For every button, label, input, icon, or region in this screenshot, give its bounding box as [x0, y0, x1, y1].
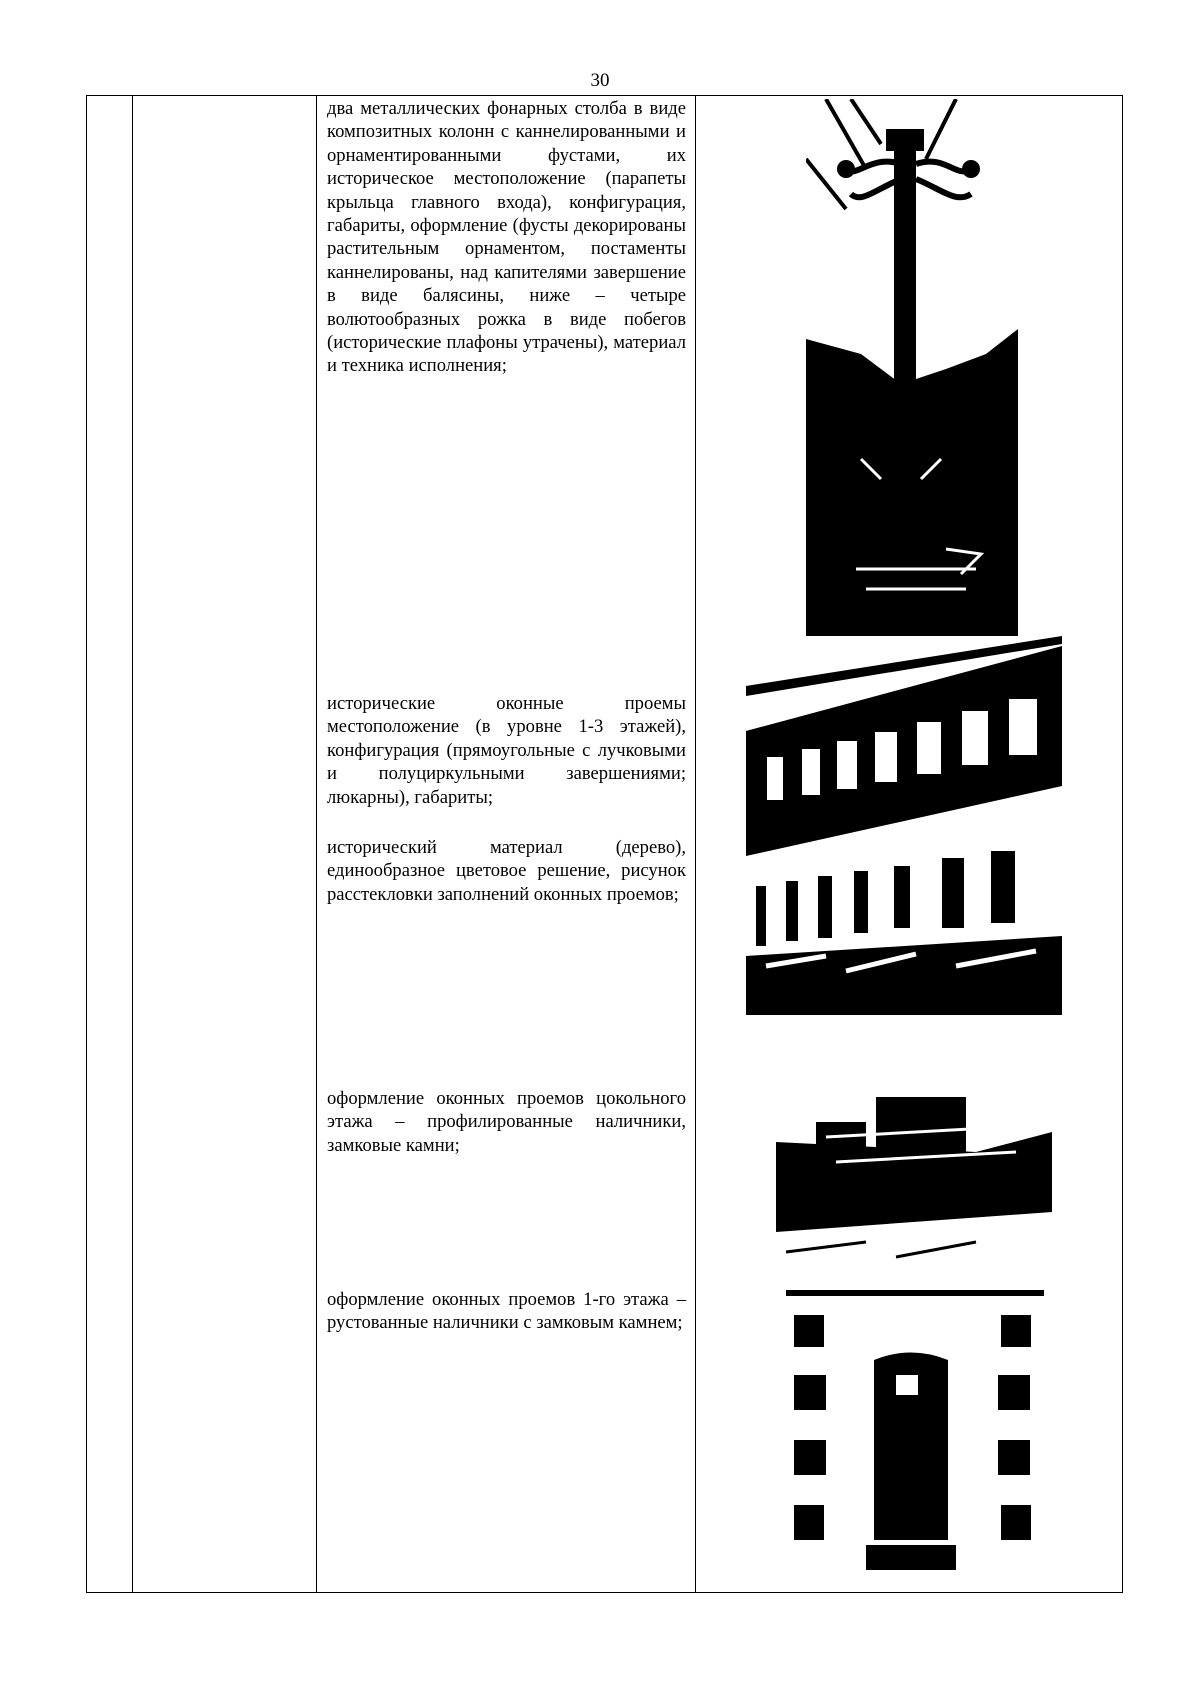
table-bottom-border — [86, 1592, 1123, 1593]
column-border — [316, 95, 317, 1593]
description-first-floor-windows: оформление оконных проемов 1-го этажа – рустованные наличники с замковым камнем; — [327, 1289, 686, 1334]
lamp-post-photo — [806, 99, 1018, 680]
table-top-border — [86, 95, 1123, 96]
column-border — [86, 95, 87, 1593]
column-border — [1122, 95, 1123, 1593]
building-facade-photo — [746, 636, 1062, 1015]
column-border — [695, 95, 696, 1593]
description-window-material: исторический материал (дерево), единообразное цветовое решение, рисунок расстекловки заполнений оконных проемов; — [327, 837, 686, 905]
page-number: 30 — [590, 70, 610, 91]
element-table — [86, 95, 1123, 1593]
description-window-openings: исторические оконные проемы местоположение (в уровне 1-3 этажей), конфигурация (прямоугольные с лучковыми и полуциркульными завершениями; люкарны), габариты; — [327, 693, 686, 808]
description-basement-windows: оформление оконных проемов цокольного этажа – профилированные наличники, замковые камни; — [327, 1088, 686, 1156]
description-lamp-posts: два металлических фонарных столба в виде композитных колонн с каннелированными и орнаментированными фустами, их историческое местоположение (парапеты крыльца главного входа), конфигурация, габариты, оформление (фусты декорированы растительным орнаментом, постаменты каннелированы, над капителями завершение в виде балясины, ниже – четыре волютообразных рожка в виде побегов (исторические плафоны утрачены), материал и техника исполнения; — [327, 98, 686, 377]
basement-windows-photo — [776, 1082, 1052, 1275]
column-border — [132, 95, 133, 1593]
first-floor-window-photo — [786, 1290, 1044, 1570]
